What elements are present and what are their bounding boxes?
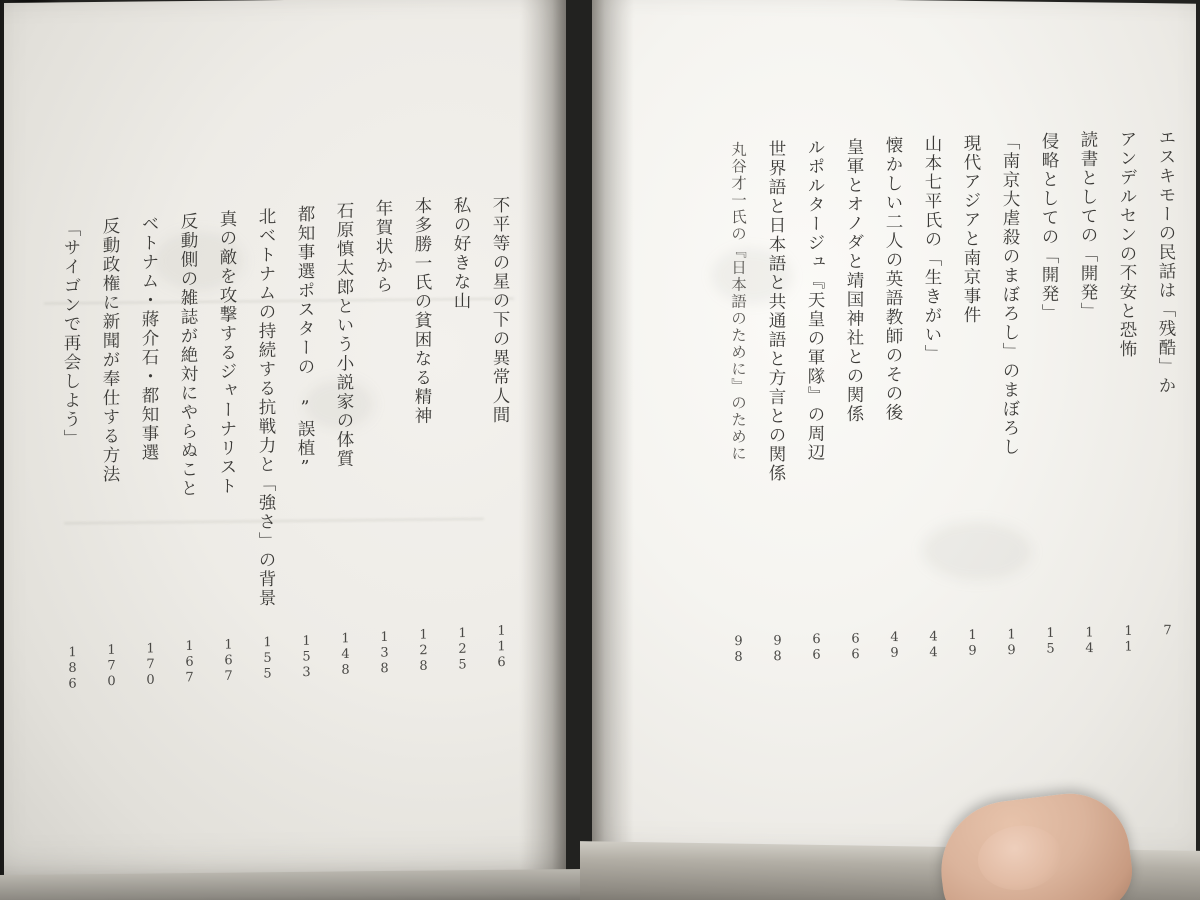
toc-entry-title: 真の敵を攻撃するジャーナリスト: [217, 209, 237, 496]
toc-entry-page: 66: [809, 631, 824, 664]
toc-entry-page: 15: [1043, 625, 1058, 658]
toc-entry-page: 153: [299, 633, 314, 681]
toc-entry-title: 丸谷才一氏の『日本語のために』のために: [729, 140, 747, 463]
toc-entry-title: 読書としての「開発」: [1078, 130, 1098, 322]
toc-entry-page: 125: [455, 626, 470, 674]
toc-entry-title: 石原慎太郎という小説家の体質: [334, 201, 354, 469]
toc-entry-title: 北ベトナムの持続する抗戦力と「強さ」の背景: [256, 207, 276, 608]
toc-entry-title: 山本七平氏の「生きがい」: [922, 134, 942, 364]
toc-entry-page: 167: [182, 638, 197, 687]
right-page: [592, 0, 1196, 872]
toc-entry-title: 都知事選ポスターの ”誤植”: [295, 204, 315, 480]
toc-entry-page: 14: [1082, 625, 1097, 657]
toc-entry-title: 年賀状から: [373, 198, 393, 295]
toc-entry-title: 反動側の雑誌が絶対にやらぬこと: [178, 211, 198, 499]
left-page: [4, 0, 566, 887]
toc-entry-page: 170: [104, 642, 119, 690]
toc-entry-title: 不平等の星の下の異常人間: [490, 195, 510, 425]
toc-entry-title: ベトナム・蔣介石・都知事選: [139, 214, 159, 463]
toc-entry-title: 私の好きな山: [451, 196, 471, 311]
toc-entry-title: 現代アジアと南京事件: [961, 133, 981, 325]
toc-entry-title: 皇軍とオノダと靖国神社との関係: [844, 137, 864, 424]
toc-entry-title: 世界語と日本語と共通語と方言との関係: [766, 139, 786, 484]
toc-entry-title: 侵略としての「開発」: [1039, 131, 1059, 323]
toc-entry-page: 128: [416, 627, 431, 675]
toc-entry-page: 170: [143, 641, 158, 689]
toc-entry-title: アンデルセンの不安と恐怖: [1117, 129, 1137, 359]
right-page-toc: [592, 0, 1196, 872]
toc-entry-title: 「サイゴンで再会しよう」: [61, 219, 81, 449]
toc-entry-page: 155: [260, 635, 275, 683]
toc-entry-title: エスキモーの民話は「残酷」か: [1156, 128, 1176, 396]
toc-entry-title: 本多勝一氏の貧困なる精神: [412, 196, 432, 426]
thumb-nail: [974, 821, 1065, 895]
toc-entry-page: 148: [338, 631, 353, 679]
toc-entry-page: 186: [65, 645, 80, 693]
toc-entry-title: 懐かしい二人の英語教師のその後: [883, 135, 903, 423]
left-page-toc: [4, 0, 566, 887]
toc-entry-page: 19: [1004, 627, 1019, 659]
toc-entry-page: 66: [848, 631, 863, 663]
toc-entry-title: 反動政権に新聞が奉仕する方法: [100, 216, 120, 484]
book-bottom-edge-left: [0, 869, 580, 900]
toc-entry-page: 7: [1160, 623, 1175, 640]
toc-entry-page: 44: [926, 629, 941, 661]
toc-entry-title: ルポルタージュ『天皇の軍隊』の周辺: [805, 137, 825, 463]
toc-entry-page: 11: [1121, 623, 1136, 656]
toc-entry-page: 138: [377, 629, 392, 677]
toc-entry-page: 98: [770, 633, 785, 665]
toc-entry-page: 19: [965, 627, 980, 660]
toc-entry-page: 49: [887, 629, 902, 662]
toc-entry-page: 98: [731, 634, 746, 666]
toc-entry-title: 「南京大虐殺のまぼろし」のまぼろし: [1000, 132, 1020, 457]
toc-entry-page: 116: [494, 623, 509, 671]
toc-entry-page: 167: [221, 637, 236, 685]
